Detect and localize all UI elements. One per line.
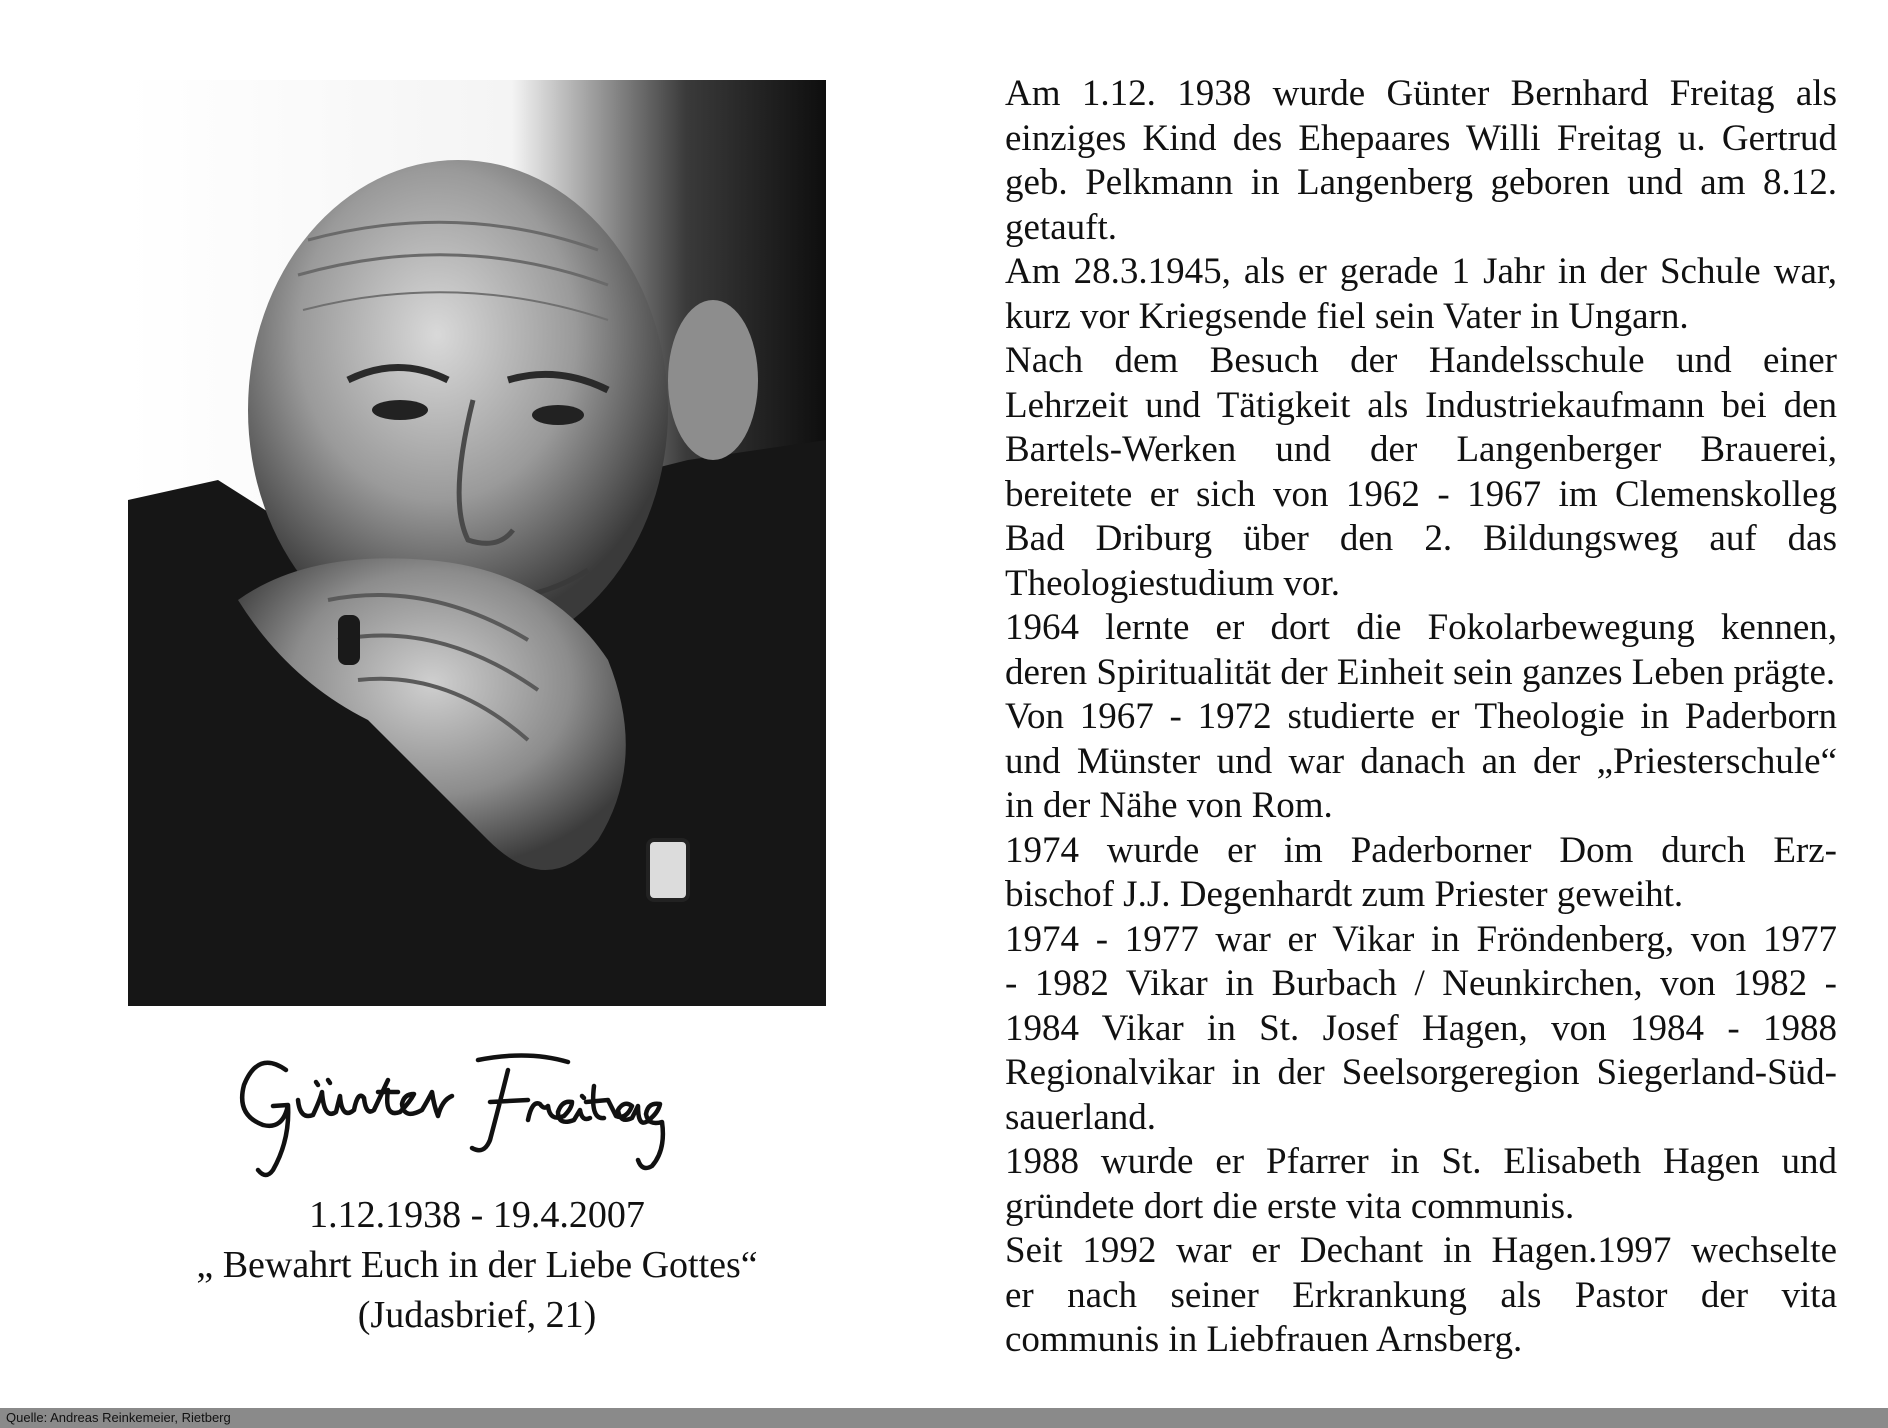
biography-line: Regionalvikar in der Seelsorgeregion Siegerland-Süd- bbox=[1005, 1052, 1837, 1093]
biography-line: er nach seiner Erkrankung als Pastor der vita bbox=[1005, 1274, 1837, 1316]
portrait-image bbox=[128, 80, 826, 1006]
life-dates: 1.12.1938 - 19.4.2007 bbox=[309, 1194, 645, 1236]
biography-line: communis in Liebfrauen Arnsberg. bbox=[1005, 1319, 1523, 1360]
biography-line: in der Nähe von Rom. bbox=[1005, 785, 1333, 826]
biography-line: einziges Kind des Ehepaares Willi Freitag u. Gertrud bbox=[1005, 117, 1837, 159]
biography-text bbox=[1005, 72, 1837, 1363]
bible-reference: (Judasbrief, 21) bbox=[357, 1294, 597, 1336]
biography-line: Nach dem Besuch der Handelsschule und einer bbox=[1005, 340, 1837, 381]
biography-line: deren Spiritualität der Einheit sein ganzes Leben prägte. bbox=[1005, 651, 1836, 693]
biography-line: Seit 1992 war er Dechant in Hagen.1997 wechselte bbox=[1005, 1230, 1837, 1271]
portrait-photo bbox=[128, 80, 826, 1006]
biography-line: Bad Driburg über den 2. Bildungsweg auf das bbox=[1005, 518, 1837, 559]
biography-line: Am 28.3.1945, als er gerade 1 Jahr in der Schule war, bbox=[1005, 251, 1837, 292]
biography-line: 1988 wurde er Pfarrer in St. Elisabeth Hagen und bbox=[1005, 1141, 1837, 1182]
biography-line: bischof J.J. Degenhardt zum Priester geweiht. bbox=[1005, 874, 1684, 915]
biography-line: - 1982 Vikar in Burbach / Neunkirchen, von 1982 - bbox=[1005, 963, 1837, 1004]
biography-line: 1984 Vikar in St. Josef Hagen, von 1984 - 1988 bbox=[1005, 1007, 1837, 1049]
biography-line: Am 1.12. 1938 wurde Günter Bernhard Freitag als bbox=[1005, 73, 1837, 114]
biography-line: 1974 - 1977 war er Vikar in Fröndenberg, von 1977 bbox=[1005, 918, 1837, 960]
biography-line: geb. Pelkmann in Langenberg geboren und am 8.12. bbox=[1005, 162, 1837, 203]
biography-line: und Münster und war danach an der „Priesterschule“ bbox=[1005, 740, 1837, 782]
biography-line: Bartels-Werken und der Langenberger Brauerei, bbox=[1005, 429, 1837, 470]
biography-line: gründete dort die erste vita communis. bbox=[1005, 1185, 1575, 1227]
biography-line: sauerland. bbox=[1005, 1096, 1157, 1138]
biography-line: bereitete er sich von 1962 - 1967 im Clemenskolleg bbox=[1005, 473, 1837, 515]
biography-line: Lehrzeit und Tätigkeit als Industriekaufmann bei den bbox=[1005, 384, 1837, 426]
signature-image bbox=[228, 1030, 688, 1180]
biography-line: 1974 wurde er im Paderborner Dom durch Erz- bbox=[1005, 829, 1837, 871]
signature-text: Günter Freitag bbox=[228, 1030, 234, 1031]
signature bbox=[228, 1030, 688, 1180]
source-footer bbox=[0, 1408, 1888, 1428]
biography-line: 1964 lernte er dort die Fokolarbewegung kennen, bbox=[1005, 607, 1837, 648]
biography-line: Theologiestudium vor. bbox=[1005, 562, 1341, 604]
bible-quote: „ Bewahrt Euch in der Liebe Gottes“ bbox=[196, 1244, 758, 1286]
source-credit: Quelle: Andreas Reinkemeier, Rietberg bbox=[6, 1410, 231, 1425]
biography-line: getauft. bbox=[1005, 206, 1117, 248]
biography-line: kurz vor Kriegsende fiel sein Vater in Ungarn. bbox=[1005, 295, 1689, 337]
biography-line: Von 1967 - 1972 studierte er Theologie in Paderborn bbox=[1005, 696, 1837, 737]
caption-block bbox=[128, 1190, 826, 1340]
